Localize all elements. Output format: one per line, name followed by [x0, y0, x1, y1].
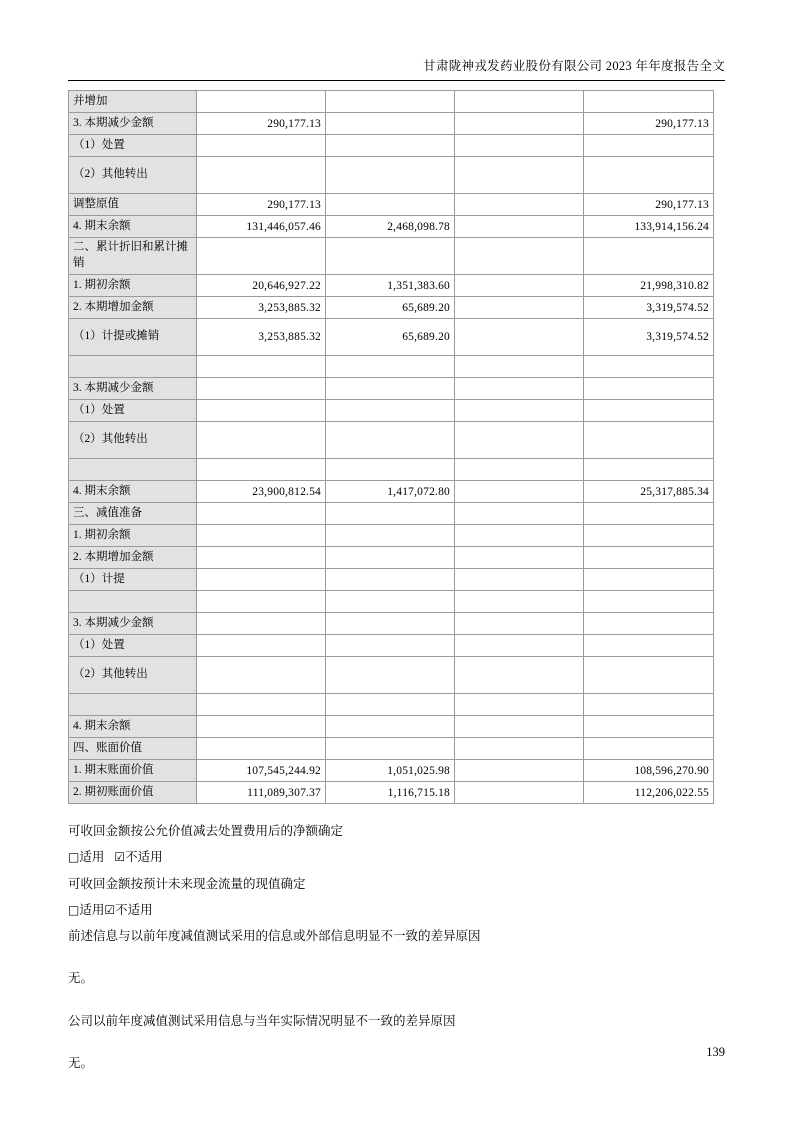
- row-value-1: [197, 459, 326, 481]
- row-value-2: [326, 400, 455, 422]
- option-label-applicable-1: 适用: [79, 850, 105, 865]
- row-value-3: [455, 547, 584, 569]
- row-value-4: 3,319,574.52: [584, 319, 714, 356]
- row-value-3: [455, 760, 584, 782]
- row-value-3: [455, 738, 584, 760]
- row-value-1: [197, 503, 326, 525]
- fixed-asset-table: [68, 90, 714, 804]
- table-row: [69, 591, 714, 613]
- table-row: [69, 91, 714, 113]
- row-value-4: [584, 503, 714, 525]
- table-row: [69, 238, 714, 275]
- row-label: 调整原值: [69, 194, 197, 216]
- note-answer-1: 无。: [68, 971, 94, 986]
- table-row: [69, 782, 714, 804]
- row-label: 二、累计折旧和累计摊销: [69, 238, 197, 275]
- row-label: （1）计提或摊销: [69, 319, 197, 356]
- option-label-not-applicable-1: 不适用: [125, 850, 163, 865]
- row-value-2: [326, 738, 455, 760]
- row-value-1: [197, 635, 326, 657]
- row-value-4: 133,914,156.24: [584, 216, 714, 238]
- table-row: [69, 760, 714, 782]
- row-value-1: [197, 422, 326, 459]
- row-value-1: [197, 738, 326, 760]
- note-line-1: 可收回金额按公允价值减去处置费用后的净额确定: [68, 824, 344, 838]
- row-value-1: [197, 91, 326, 113]
- option-label-not-applicable-2: 不适用: [115, 902, 153, 917]
- row-value-3: [455, 569, 584, 591]
- row-value-1: [197, 569, 326, 591]
- row-label: 2. 本期增加金额: [69, 297, 197, 319]
- row-value-4: [584, 91, 714, 113]
- row-value-1: [197, 135, 326, 157]
- option-label-applicable-2: 适用: [79, 902, 105, 917]
- row-value-4: [584, 459, 714, 481]
- row-value-1: [197, 238, 326, 275]
- row-value-2: 1,116,715.18: [326, 782, 455, 804]
- row-value-4: [584, 716, 714, 738]
- table-row: [69, 716, 714, 738]
- table-row: [69, 400, 714, 422]
- row-value-1: 290,177.13: [197, 194, 326, 216]
- row-value-4: [584, 569, 714, 591]
- row-value-2: [326, 113, 455, 135]
- row-value-3: [455, 635, 584, 657]
- note-line-3: 前述信息与以前年度减值测试采用的信息或外部信息明显不一致的差异原因: [68, 929, 481, 943]
- table-row: [69, 503, 714, 525]
- row-value-3: [455, 135, 584, 157]
- checkbox-unchecked-1[interactable]: □: [68, 850, 80, 865]
- row-value-2: 2,468,098.78: [326, 216, 455, 238]
- row-label: 2. 本期增加金额: [69, 547, 197, 569]
- row-value-3: [455, 400, 584, 422]
- row-value-3: [455, 275, 584, 297]
- row-label: 3. 本期减少金额: [69, 613, 197, 635]
- table-row: [69, 216, 714, 238]
- row-label: [69, 356, 197, 378]
- row-label: 3. 本期减少金额: [69, 113, 197, 135]
- row-value-1: [197, 356, 326, 378]
- table-row: [69, 525, 714, 547]
- row-value-4: 290,177.13: [584, 194, 714, 216]
- row-label: 1. 期初余额: [69, 525, 197, 547]
- row-label: （1）处置: [69, 135, 197, 157]
- row-value-1: [197, 547, 326, 569]
- row-value-2: [326, 422, 455, 459]
- row-value-1: [197, 657, 326, 694]
- row-value-2: [326, 613, 455, 635]
- row-value-2: 65,689.20: [326, 319, 455, 356]
- row-value-2: [326, 547, 455, 569]
- table-row: [69, 613, 714, 635]
- row-value-4: 25,317,885.34: [584, 481, 714, 503]
- row-value-2: [326, 91, 455, 113]
- page-content: [68, 90, 725, 1076]
- row-value-3: [455, 591, 584, 613]
- row-value-2: [326, 591, 455, 613]
- row-value-2: [326, 716, 455, 738]
- row-value-4: [584, 157, 714, 194]
- row-value-2: [326, 135, 455, 157]
- row-label: 3. 本期减少金额: [69, 378, 197, 400]
- table-row: [69, 356, 714, 378]
- row-label: 四、账面价值: [69, 738, 197, 760]
- table-row: [69, 738, 714, 760]
- row-value-4: [584, 400, 714, 422]
- row-value-3: [455, 657, 584, 694]
- page-number: 139: [706, 1045, 725, 1059]
- row-value-4: [584, 378, 714, 400]
- row-value-3: [455, 378, 584, 400]
- row-value-3: [455, 613, 584, 635]
- row-value-4: 108,596,270.90: [584, 760, 714, 782]
- row-value-2: [326, 635, 455, 657]
- row-value-4: [584, 694, 714, 716]
- row-value-2: [326, 657, 455, 694]
- row-label: 4. 期末余额: [69, 481, 197, 503]
- row-value-2: [326, 194, 455, 216]
- checkbox-unchecked-2[interactable]: □: [68, 902, 80, 917]
- row-value-3: [455, 422, 584, 459]
- row-value-1: [197, 716, 326, 738]
- row-value-2: [326, 694, 455, 716]
- row-label: （2）其他转出: [69, 657, 197, 694]
- row-label: （2）其他转出: [69, 157, 197, 194]
- row-label: 1. 期初余额: [69, 275, 197, 297]
- row-value-1: 3,253,885.32: [197, 319, 326, 356]
- row-value-3: [455, 216, 584, 238]
- row-value-3: [455, 356, 584, 378]
- row-label: 并增加: [69, 91, 197, 113]
- row-value-1: 131,446,057.46: [197, 216, 326, 238]
- table-row: [69, 297, 714, 319]
- table-row: [69, 194, 714, 216]
- page-header: 甘肃陇神戎发药业股份有限公司 2023 年年度报告全文: [423, 59, 725, 73]
- row-value-4: [584, 356, 714, 378]
- row-value-2: [326, 238, 455, 275]
- table-row: [69, 319, 714, 356]
- row-value-2: 1,051,025.98: [326, 760, 455, 782]
- row-value-4: [584, 525, 714, 547]
- note-options-1: [68, 844, 725, 870]
- row-value-3: [455, 459, 584, 481]
- row-value-3: [455, 503, 584, 525]
- table-row: [69, 378, 714, 400]
- row-label: （1）处置: [69, 400, 197, 422]
- table-row: [69, 547, 714, 569]
- row-value-3: [455, 91, 584, 113]
- row-value-4: [584, 135, 714, 157]
- row-value-1: [197, 400, 326, 422]
- row-value-1: [197, 613, 326, 635]
- row-value-1: 107,545,244.92: [197, 760, 326, 782]
- row-label: 2. 期初账面价值: [69, 782, 197, 804]
- row-label: 三、减值准备: [69, 503, 197, 525]
- row-label: 4. 期末余额: [69, 216, 197, 238]
- table-row: [69, 569, 714, 591]
- row-value-2: [326, 525, 455, 547]
- row-value-1: 23,900,812.54: [197, 481, 326, 503]
- row-value-1: [197, 591, 326, 613]
- row-value-3: [455, 481, 584, 503]
- row-value-4: [584, 422, 714, 459]
- row-value-1: 111,089,307.37: [197, 782, 326, 804]
- row-value-4: [584, 238, 714, 275]
- row-value-4: 112,206,022.55: [584, 782, 714, 804]
- table-row: [69, 135, 714, 157]
- row-value-2: [326, 378, 455, 400]
- row-label: [69, 694, 197, 716]
- row-value-3: [455, 525, 584, 547]
- note-answer-2: 无。: [68, 1055, 94, 1070]
- checkbox-checked-1[interactable]: ☑: [114, 850, 126, 865]
- row-value-4: [584, 591, 714, 613]
- note-line-4: 公司以前年度减值测试采用信息与当年实际情况明显不一致的差异原因: [68, 1013, 456, 1028]
- row-label: 1. 期末账面价值: [69, 760, 197, 782]
- row-value-1: 3,253,885.32: [197, 297, 326, 319]
- row-value-4: 290,177.13: [584, 113, 714, 135]
- checkbox-checked-2[interactable]: ☑: [104, 902, 116, 917]
- row-value-3: [455, 194, 584, 216]
- row-value-4: 3,319,574.52: [584, 297, 714, 319]
- table-row: [69, 481, 714, 503]
- table-body: [69, 91, 714, 804]
- row-value-1: 290,177.13: [197, 113, 326, 135]
- table-row: [69, 459, 714, 481]
- row-value-2: [326, 459, 455, 481]
- row-value-1: [197, 378, 326, 400]
- row-value-3: [455, 694, 584, 716]
- table-row: [69, 113, 714, 135]
- table-row: [69, 157, 714, 194]
- row-value-1: [197, 694, 326, 716]
- row-value-4: [584, 657, 714, 694]
- notes-section: [68, 818, 725, 1076]
- row-label: （2）其他转出: [69, 422, 197, 459]
- row-label: 4. 期末余额: [69, 716, 197, 738]
- row-label: （1）处置: [69, 635, 197, 657]
- row-value-2: 1,417,072.80: [326, 481, 455, 503]
- row-value-2: 1,351,383.60: [326, 275, 455, 297]
- row-value-4: [584, 547, 714, 569]
- row-value-4: [584, 635, 714, 657]
- row-label: （1）计提: [69, 569, 197, 591]
- row-value-2: 65,689.20: [326, 297, 455, 319]
- row-value-1: [197, 525, 326, 547]
- row-value-3: [455, 716, 584, 738]
- row-value-3: [455, 297, 584, 319]
- row-value-2: [326, 569, 455, 591]
- row-label: [69, 459, 197, 481]
- row-value-3: [455, 113, 584, 135]
- row-value-4: [584, 738, 714, 760]
- note-line-2: 可收回金额按预计未来现金流量的现值确定: [68, 876, 306, 891]
- row-label: [69, 591, 197, 613]
- row-value-3: [455, 319, 584, 356]
- row-value-4: 21,998,310.82: [584, 275, 714, 297]
- row-value-3: [455, 238, 584, 275]
- row-value-2: [326, 503, 455, 525]
- row-value-1: [197, 157, 326, 194]
- row-value-3: [455, 782, 584, 804]
- row-value-2: [326, 356, 455, 378]
- note-options-2: [68, 897, 725, 923]
- row-value-4: [584, 613, 714, 635]
- table-row: [69, 694, 714, 716]
- table-row: [69, 657, 714, 694]
- row-value-2: [326, 157, 455, 194]
- row-value-1: 20,646,927.22: [197, 275, 326, 297]
- table-row: [69, 635, 714, 657]
- row-value-3: [455, 157, 584, 194]
- table-row: [69, 275, 714, 297]
- table-row: [69, 422, 714, 459]
- header-rule: [68, 80, 725, 81]
